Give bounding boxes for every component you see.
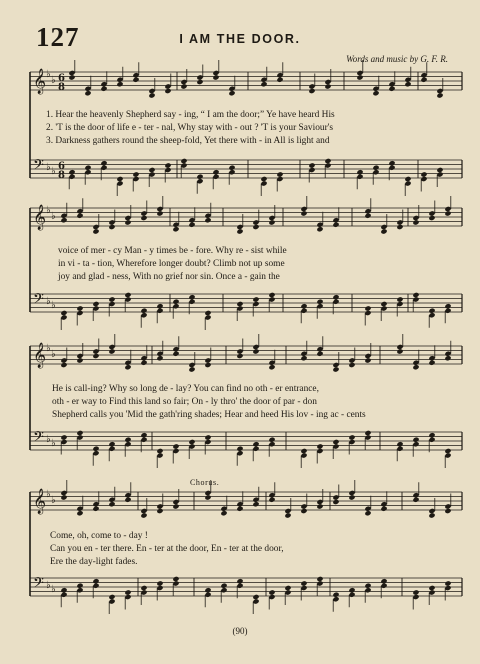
note-head: [108, 296, 115, 302]
note-head: [316, 299, 323, 305]
system-3-treble-key-flat-2: ♭: [51, 349, 56, 360]
note-head: [108, 348, 115, 354]
note-head: [252, 224, 259, 230]
note-head: [284, 512, 291, 518]
note-head: [228, 90, 235, 96]
note-head: [92, 578, 99, 584]
note-head: [92, 353, 99, 359]
note-head: [268, 589, 275, 595]
note-head: [148, 92, 155, 98]
chorus-label: Chorus.: [190, 478, 220, 487]
system-4-treble-key-flat-1: ♭: [46, 489, 51, 500]
note-head: [100, 160, 107, 166]
note-head: [156, 580, 163, 586]
note-head: [60, 587, 67, 593]
system-3-lyric-verse-3: Shepherd calls you 'Mid the gath'ring shades; Hear and heed His lov - ing ac - cents: [52, 410, 366, 420]
note-head: [196, 79, 203, 85]
note-head: [188, 366, 195, 372]
system-1-bass-clef: 𝄢: [33, 157, 44, 177]
note-head: [428, 360, 435, 366]
note-head: [236, 228, 243, 234]
system-2-treble-key-flat-2: ♭: [51, 211, 56, 222]
system-2-treble-key-flat-1: ♭: [46, 205, 51, 216]
note-head: [300, 355, 307, 361]
note-head: [236, 353, 243, 359]
note-head: [412, 292, 419, 298]
note-head: [140, 432, 147, 438]
note-head: [124, 219, 131, 225]
note-head: [396, 348, 403, 354]
note-head: [300, 303, 307, 309]
note-head: [156, 210, 163, 216]
system-1-treble-clef: 𝄞: [33, 69, 47, 94]
note-head: [204, 494, 211, 500]
note-head: [252, 594, 259, 600]
note-head: [348, 587, 355, 593]
note-head: [380, 228, 387, 234]
page-number: (90): [232, 626, 248, 636]
note-head: [436, 92, 443, 98]
note-head: [108, 501, 115, 507]
note-head: [76, 510, 83, 516]
note-head: [140, 512, 147, 518]
note-head: [100, 86, 107, 92]
system-1-bass-key-flat-1: ♭: [46, 162, 51, 173]
note-head: [412, 364, 419, 370]
system-2-lyric-verse-2: in vi - ta - tion, Wherefore longer doubt? Climb not up some: [58, 259, 285, 269]
note-head: [172, 503, 179, 509]
note-head: [124, 497, 131, 503]
note-head: [380, 506, 387, 512]
note-head: [164, 162, 171, 168]
system-2-bass-clef: 𝄢: [33, 291, 44, 311]
system-1-lyric-verse-3: 3. Darkness gathers round the sheep-fold, Yet there with - in All is light and: [46, 136, 330, 146]
note-head: [92, 506, 99, 512]
note-head: [316, 226, 323, 232]
note-head: [276, 171, 283, 177]
system-4-bass-key-flat-1: ♭: [46, 580, 51, 591]
note-head: [332, 222, 339, 228]
note-head: [132, 171, 139, 177]
note-head: [444, 303, 451, 309]
system-1-lyric-verse-2: 2. 'T is the door of life e - ter - nal, Why stay with - out ? 'T is your Saviour's: [46, 123, 334, 133]
note-head: [140, 308, 147, 314]
note-head: [252, 348, 259, 354]
note-head: [428, 585, 435, 591]
note-head: [204, 362, 211, 368]
note-head: [156, 508, 163, 514]
note-head: [396, 296, 403, 302]
note-head: [364, 213, 371, 219]
note-head: [332, 592, 339, 598]
note-head: [404, 176, 411, 182]
note-head: [212, 74, 219, 80]
note-head: [140, 215, 147, 221]
note-head: [428, 432, 435, 438]
system-4-treble-key-flat-2: ♭: [51, 495, 56, 506]
note-head: [300, 210, 307, 216]
system-2-bass-key-flat-2: ♭: [51, 300, 56, 311]
note-head: [212, 169, 219, 175]
note-head: [156, 303, 163, 309]
note-head: [204, 434, 211, 440]
note-head: [236, 578, 243, 584]
note-head: [380, 301, 387, 307]
note-head: [172, 443, 179, 449]
system-2-treble-clef: 𝄞: [33, 205, 47, 230]
note-head: [220, 583, 227, 589]
system-3-treble-clef: 𝄞: [33, 343, 47, 368]
note-head: [348, 494, 355, 500]
note-head: [412, 437, 419, 443]
note-head: [204, 587, 211, 593]
system-1-treble-key-flat-2: ♭: [51, 75, 56, 86]
note-head: [428, 215, 435, 221]
note-head: [148, 167, 155, 173]
note-head: [108, 441, 115, 447]
note-head: [236, 301, 243, 307]
note-head: [124, 292, 131, 298]
note-head: [444, 580, 451, 586]
note-head: [76, 430, 83, 436]
note-head: [436, 167, 443, 173]
note-head: [444, 508, 451, 514]
note-head: [300, 580, 307, 586]
note-head: [172, 576, 179, 582]
note-head: [132, 77, 139, 83]
note-head: [332, 499, 339, 505]
note-head: [364, 430, 371, 436]
note-head: [396, 224, 403, 230]
system-3-lyric-verse-1: He is call-ing? Why so long de - lay? You can find no oth - er entrance,: [52, 384, 319, 394]
note-head: [396, 441, 403, 447]
note-head: [140, 585, 147, 591]
note-head: [284, 585, 291, 591]
note-head: [60, 434, 67, 440]
note-head: [420, 171, 427, 177]
system-3-treble-key-flat-1: ♭: [46, 343, 51, 354]
note-head: [356, 169, 363, 175]
note-head: [364, 583, 371, 589]
system-1-treble-time-signature-top: 6: [58, 73, 65, 84]
note-head: [260, 81, 267, 87]
system-3-lyric-verse-2: oth - er way to Find this land so fair; On - ly thro' the door of par - don: [52, 397, 317, 407]
note-head: [68, 74, 75, 80]
note-head: [92, 301, 99, 307]
note-head: [84, 90, 91, 96]
note-head: [300, 508, 307, 514]
note-head: [260, 176, 267, 182]
note-head: [172, 299, 179, 305]
hymn-number: 127: [36, 22, 80, 52]
note-head: [76, 305, 83, 311]
system-4-lyric-verse-1: Come, oh, come to - day !: [50, 531, 148, 541]
note-head: [116, 176, 123, 182]
system-4-bass-key-flat-2: ♭: [51, 584, 56, 595]
note-head: [84, 165, 91, 171]
note-head: [76, 583, 83, 589]
note-head: [324, 83, 331, 89]
note-head: [188, 222, 195, 228]
note-head: [268, 437, 275, 443]
note-head: [252, 501, 259, 507]
note-head: [372, 165, 379, 171]
system-3-bass-clef: 𝄢: [33, 429, 44, 449]
note-head: [404, 81, 411, 87]
system-2-lyric-verse-1: voice of mer - cy Man - y times be - fore. Why re - sist while: [58, 246, 287, 256]
note-head: [60, 310, 67, 316]
note-head: [372, 90, 379, 96]
system-1-treble-key-flat-1: ♭: [46, 69, 51, 80]
note-head: [308, 162, 315, 168]
note-head: [124, 589, 131, 595]
note-head: [324, 158, 331, 164]
note-head: [388, 86, 395, 92]
note-head: [316, 351, 323, 357]
note-head: [124, 364, 131, 370]
note-head: [92, 446, 99, 452]
system-1-treble-time-signature-bottom: 8: [58, 82, 65, 93]
note-head: [252, 441, 259, 447]
note-head: [268, 219, 275, 225]
note-head: [108, 224, 115, 230]
note-head: [188, 294, 195, 300]
note-head: [116, 81, 123, 87]
note-head: [316, 576, 323, 582]
note-head: [332, 439, 339, 445]
note-head: [364, 305, 371, 311]
note-head: [156, 355, 163, 361]
note-head: [68, 169, 75, 175]
note-head: [444, 210, 451, 216]
note-head: [60, 362, 67, 368]
note-head: [124, 437, 131, 443]
note-head: [316, 443, 323, 449]
hymn-title: I AM THE DOOR.: [179, 32, 301, 46]
system-4-lyric-verse-2: Can you en - ter there. En - ter at the door, En - ter at the door,: [50, 544, 284, 554]
note-head: [180, 83, 187, 89]
system-1-lyric-verse-1: 1. Hear the heavenly Shepherd say - ing, “ I am the door;” Ye have heard His: [46, 110, 335, 120]
note-head: [228, 165, 235, 171]
note-head: [60, 217, 67, 223]
system-2-bass-key-flat-1: ♭: [46, 296, 51, 307]
note-head: [188, 439, 195, 445]
note-head: [300, 448, 307, 454]
system-4-treble-clef: 𝄞: [33, 489, 47, 514]
system-1-bass-key-flat-2: ♭: [51, 166, 56, 177]
note-head: [268, 292, 275, 298]
system-3-bass-key-flat-1: ♭: [46, 434, 51, 445]
system-4-bass-clef: 𝄢: [33, 575, 44, 595]
note-head: [364, 357, 371, 363]
note-head: [172, 226, 179, 232]
note-head: [204, 217, 211, 223]
note-head: [380, 578, 387, 584]
note-head: [356, 74, 363, 80]
system-3-bass-key-flat-2: ♭: [51, 438, 56, 449]
credit-line: Words and music by G. F. R.: [346, 54, 448, 64]
note-head: [308, 88, 315, 94]
system-1-bass-time-signature-top: 6: [58, 161, 65, 172]
note-head: [412, 589, 419, 595]
note-head: [348, 434, 355, 440]
note-head: [316, 503, 323, 509]
note-head: [76, 357, 83, 363]
note-head: [236, 506, 243, 512]
note-head: [236, 446, 243, 452]
note-head: [268, 364, 275, 370]
note-head: [180, 158, 187, 164]
note-head: [332, 294, 339, 300]
note-head: [172, 351, 179, 357]
note-head: [268, 497, 275, 503]
note-head: [92, 228, 99, 234]
note-head: [428, 512, 435, 518]
note-head: [204, 310, 211, 316]
note-head: [164, 88, 171, 94]
note-head: [444, 448, 451, 454]
note-head: [412, 219, 419, 225]
note-head: [364, 510, 371, 516]
note-head: [332, 366, 339, 372]
note-head: [388, 160, 395, 166]
note-head: [348, 362, 355, 368]
note-head: [108, 594, 115, 600]
note-head: [156, 448, 163, 454]
system-1-bass-time-signature-bottom: 8: [58, 170, 65, 181]
note-head: [428, 308, 435, 314]
note-head: [140, 360, 147, 366]
system-2-lyric-verse-3: joy and glad - ness, With no grief nor sin. Once a - gain the: [58, 272, 280, 282]
note-head: [60, 494, 67, 500]
note-head: [420, 77, 427, 83]
note-head: [196, 174, 203, 180]
note-head: [252, 296, 259, 302]
system-4-lyric-verse-3: Ere the day-light fades.: [50, 557, 138, 567]
note-head: [76, 213, 83, 219]
note-head: [220, 510, 227, 516]
note-head: [276, 77, 283, 83]
note-head: [412, 497, 419, 503]
note-head: [444, 355, 451, 361]
